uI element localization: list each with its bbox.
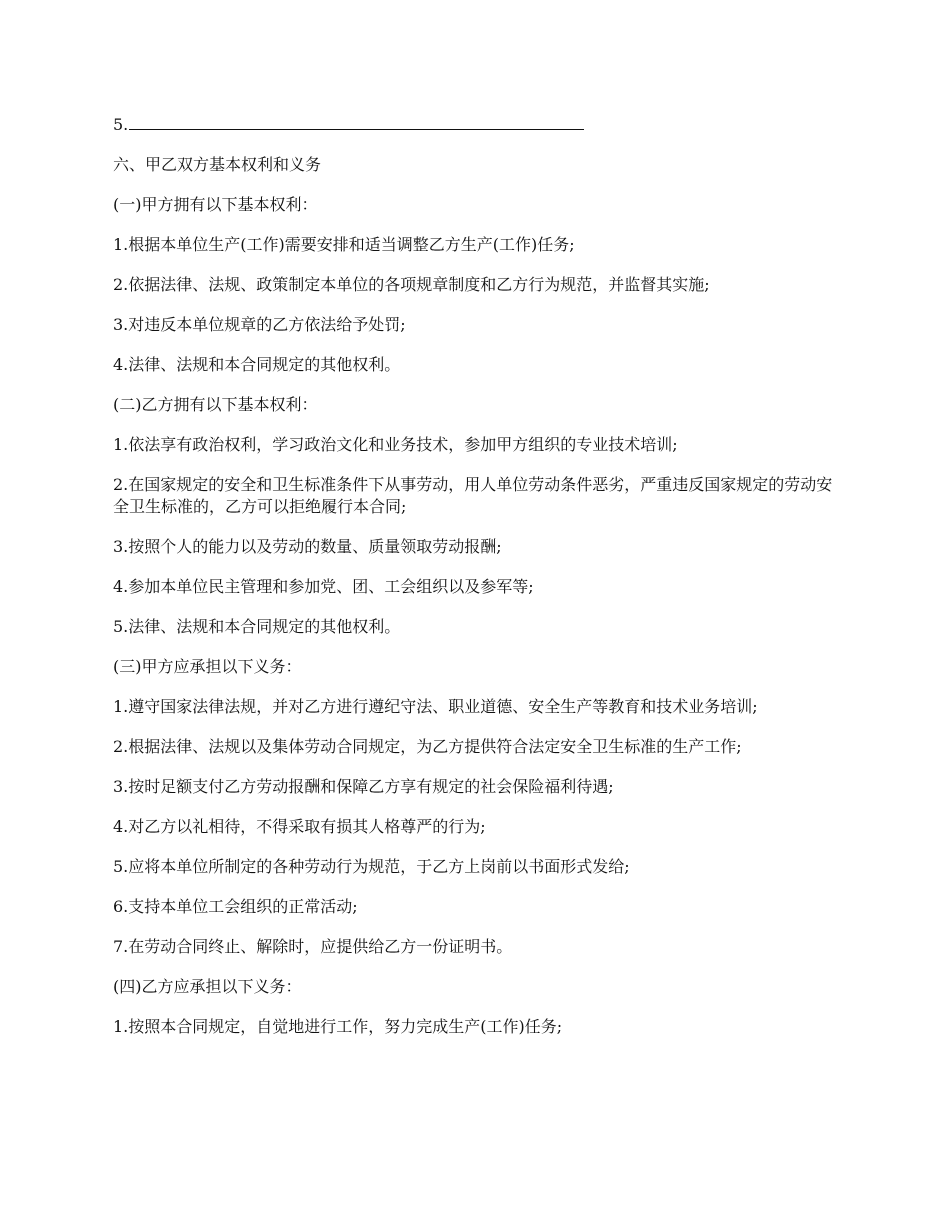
paragraph: 2.在国家规定的安全和卫生标准条件下从事劳动，用人单位劳动条件恶劣，严重违反国家规定的劳动安全卫生标准的，乙方可以拒绝履行本合同;: [113, 475, 833, 516]
document-body: [113, 114, 843, 1056]
subsection-heading-party-b-rights: (二)乙方拥有以下基本权利：: [113, 395, 318, 414]
paragraph: 5.法律、法规和本合同规定的其他权利。: [113, 617, 401, 636]
paragraph: 1.根据本单位生产(工作)需要安排和适当调整乙方生产(工作)任务;: [113, 235, 575, 254]
fill-in-blank-line: [129, 114, 584, 130]
paragraph: 1.依法享有政治权利，学习政治文化和业务技术，参加甲方组织的专业技术培训;: [113, 435, 678, 454]
paragraph: 2.依据法律、法规、政策制定本单位的各项规章制度和乙方行为规范，并监督其实施;: [113, 275, 710, 294]
paragraph: 4.对乙方以礼相待，不得采取有损其人格尊严的行为;: [113, 817, 486, 836]
paragraph: 2.根据法律、法规以及集体劳动合同规定，为乙方提供符合法定安全卫生标准的生产工作;: [113, 737, 742, 756]
subsection-heading-party-a-rights: (一)甲方拥有以下基本权利：: [113, 195, 318, 214]
paragraph: 5.应将本单位所制定的各种劳动行为规范，于乙方上岗前以书面形式发给;: [113, 857, 630, 876]
paragraph: 4.参加本单位民主管理和参加党、团、工会组织以及参军等;: [113, 577, 534, 596]
subsection-heading-party-b-obligations: (四)乙方应承担以下义务：: [113, 977, 302, 996]
subsection-heading-party-a-obligations: (三)甲方应承担以下义务：: [113, 657, 302, 676]
paragraph: 6.支持本单位工会组织的正常活动;: [113, 897, 358, 916]
section-heading-rights-obligations: 六、甲乙双方基本权利和义务: [113, 155, 322, 174]
paragraph: 1.按照本合同规定，自觉地进行工作，努力完成生产(工作)任务;: [113, 1017, 563, 1036]
paragraph-item-5-blank: [113, 114, 843, 136]
paragraph: 4.法律、法规和本合同规定的其他权利。: [113, 355, 401, 374]
paragraph: 3.对违反本单位规章的乙方依法给予处罚;: [113, 315, 406, 334]
paragraph: 3.按照个人的能力以及劳动的数量、质量领取劳动报酬;: [113, 537, 502, 556]
paragraph-text: 5.: [113, 115, 129, 134]
paragraph: 1.遵守国家法律法规，并对乙方进行遵纪守法、职业道德、安全生产等教育和技术业务培训;: [113, 697, 758, 716]
paragraph: 7.在劳动合同终止、解除时，应提供给乙方一份证明书。: [113, 937, 513, 956]
paragraph: 3.按时足额支付乙方劳动报酬和保障乙方享有规定的社会保险福利待遇;: [113, 777, 614, 796]
